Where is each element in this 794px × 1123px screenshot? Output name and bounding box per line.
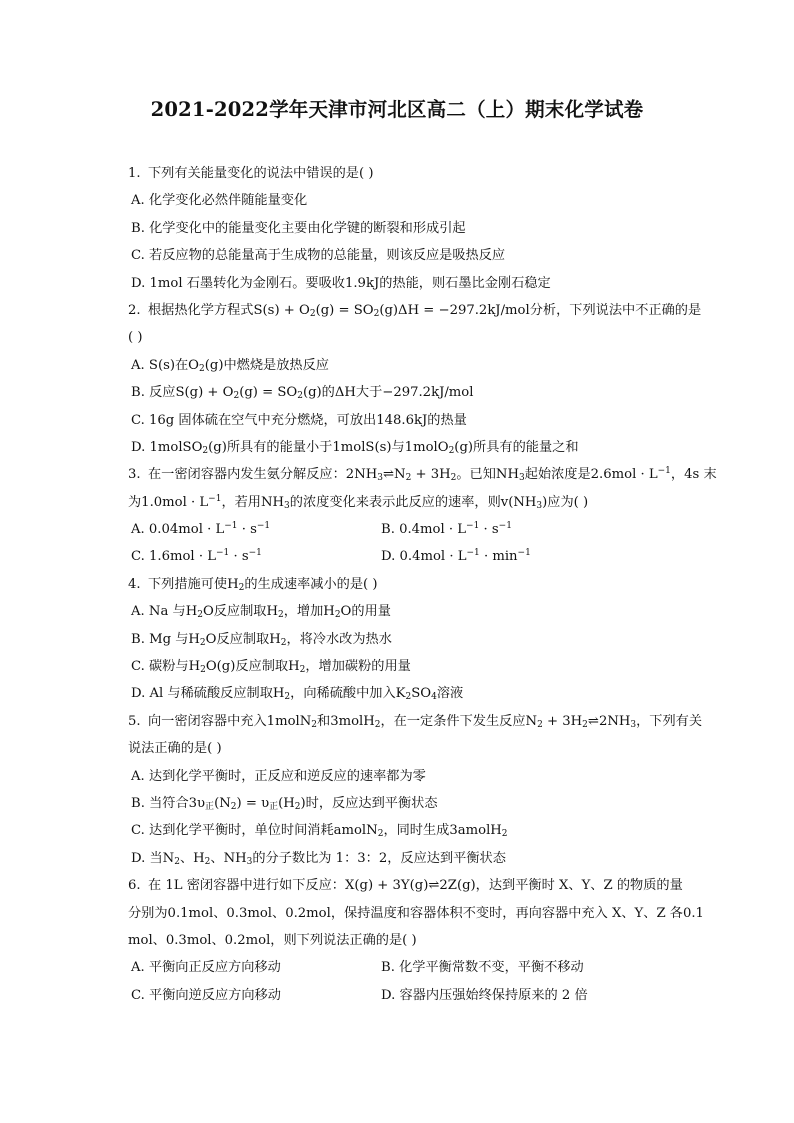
- subscript: 2: [200, 665, 206, 676]
- question-1-option-d: D. 1mol 石墨转化为金刚石。要吸收1.9kJ的热能，则石墨比金刚石稳定: [131, 275, 551, 291]
- option-text: D. 当N: [131, 850, 175, 866]
- superscript: −1: [466, 521, 480, 532]
- question-3-option-d: [381, 543, 531, 570]
- subscript: 3: [284, 500, 290, 511]
- question-4-stem: [128, 571, 676, 598]
- question-3-option-c: [131, 543, 381, 570]
- option-text: 的分子数比为 1：3：2，反应达到平衡状态: [252, 850, 506, 866]
- option-text: B. 0.4mol · L: [381, 522, 467, 538]
- superscript: −1: [215, 548, 230, 559]
- question-text: 的生成速率减小的是( ): [244, 576, 378, 592]
- question-4-option-a: [128, 598, 676, 625]
- question-1-option-b: B. 化学变化中的能量变化主要由化学键的断裂和形成引起: [131, 220, 466, 236]
- option-text: (g) = SO: [239, 385, 298, 401]
- question-6-options-row1: [128, 954, 676, 981]
- question-3-stem-line2: [128, 489, 676, 516]
- option-text: (g)所具有的能量小于1molS(s)与1molO: [208, 439, 449, 455]
- question-6-stem-line3: mol、0.3mol、0.2mol，则下列说法正确的是( ): [128, 932, 417, 948]
- question-text: ，在一定条件下发生反应N: [380, 713, 538, 729]
- question-text: 下列有关能量变化的说法中错误的是( ): [148, 166, 374, 181]
- subscript: 2: [582, 719, 588, 730]
- subscript: 2: [197, 610, 203, 621]
- question-number: 5.: [128, 713, 141, 729]
- question-5-option-c: [128, 817, 676, 844]
- option-text: · s: [479, 522, 499, 538]
- subscript: 2: [204, 856, 211, 867]
- question-3-option-a: [131, 516, 381, 543]
- question-text: 根据热化学方程式S(s) + O: [148, 302, 310, 318]
- question-6-options-row2: [128, 982, 676, 1009]
- question-1-stem: [128, 160, 676, 187]
- superscript: −1: [466, 548, 480, 559]
- subscript: 3: [518, 473, 525, 484]
- question-text: (g)ΔH = −297.2kJ/mol分析，下列说法中不正确的是: [379, 302, 702, 318]
- subscript: 4: [431, 692, 437, 703]
- option-text: (N: [214, 795, 231, 811]
- question-6-option-b: B. 化学平衡常数不变，平衡不移动: [381, 960, 584, 976]
- question-number: 4.: [128, 576, 141, 592]
- option-text: SO: [411, 686, 432, 702]
- question-text: (g) = SO: [315, 302, 374, 318]
- option-text: O反应制取H: [202, 604, 278, 620]
- subscript: 2: [294, 801, 301, 812]
- option-text: A. S(s)在O: [131, 357, 199, 373]
- subscript: 2: [233, 391, 240, 402]
- question-6-stem-line2: 分别为0.1mol、0.3mol、0.2mol，保持温度和容器体积不变时，再向容器中充入 X、Y、Z 各0.1: [128, 905, 704, 921]
- question-text: + 3H: [542, 713, 583, 729]
- question-text: )应为( ): [542, 494, 589, 510]
- option-text: C. 达到化学平衡时，单位时间消耗amolN: [131, 823, 378, 839]
- question-6-option-a: A. 平衡向正反应方向移动: [131, 960, 281, 976]
- subscript: 2: [334, 610, 341, 621]
- question-text: 在 1L 密闭容器中进行如下反应：X(g) + 3Y(g)⇌2Z(g)，达到平衡时 X、Y、Z 的物质的量: [148, 878, 683, 894]
- subscript: 2: [230, 801, 237, 812]
- subscript: 2: [377, 829, 384, 840]
- option-text: 、H: [179, 850, 205, 866]
- subscript: 2: [405, 692, 412, 703]
- option-text: · min: [479, 549, 518, 565]
- question-text: 向一密闭容器中充入1molN: [148, 713, 312, 729]
- subscript: 2: [238, 582, 245, 593]
- option-text: (g)中燃烧是放热反应: [204, 357, 329, 373]
- subscript: 2: [199, 363, 205, 374]
- subscript: 正: [269, 801, 279, 812]
- question-text: ⇌N: [382, 467, 406, 483]
- question-text: ，若用NH: [221, 494, 285, 510]
- question-6-stem: [128, 872, 683, 899]
- question-2-stem-line2: ( ): [128, 330, 143, 346]
- subscript: 2: [501, 829, 508, 840]
- option-text: D. 1molSO: [131, 439, 203, 455]
- question-2-option-a: [128, 352, 676, 379]
- question-text: 的浓度变化来表示此反应的速率，则v(NH: [289, 494, 537, 510]
- question-2-option-b: [128, 379, 676, 406]
- subscript: 2: [311, 719, 318, 730]
- option-text: (g)的ΔH大于−297.2kJ/mol: [302, 385, 474, 401]
- option-text: ，同时生成3amolH: [383, 823, 502, 839]
- option-text: C. 1.6mol · L: [131, 549, 216, 565]
- question-text: + 3H: [411, 467, 451, 483]
- option-text: ，增加H: [283, 604, 335, 620]
- option-text: B. Mg 与H: [131, 631, 200, 647]
- subscript: 2: [299, 665, 306, 676]
- option-text: D. 0.4mol · L: [381, 549, 467, 565]
- option-text: A. 0.04mol · L: [131, 522, 225, 538]
- subscript: 正: [205, 801, 215, 812]
- question-5-option-d: [128, 845, 676, 872]
- question-text: 为1.0mol · L: [128, 494, 209, 510]
- question-5-option-a: A. 达到化学平衡时，正反应和逆反应的速率都为零: [131, 768, 426, 784]
- question-4-option-d: [128, 680, 676, 707]
- subscript: 2: [373, 308, 380, 319]
- question-6-option-d: D. 容器内压强始终保持原来的 2 倍: [381, 987, 588, 1003]
- subscript: 2: [448, 445, 455, 456]
- question-2-stem: [128, 297, 702, 324]
- question-text: 起始浓度是2.6mol · L: [524, 467, 658, 483]
- subscript: 2: [202, 445, 209, 456]
- question-text: ⇌2NH: [587, 713, 631, 729]
- subscript: 3: [536, 500, 543, 511]
- subscript: 3: [377, 473, 383, 484]
- question-4-option-c: [128, 653, 676, 680]
- option-text: (g)所具有的能量之和: [454, 439, 579, 455]
- superscript: −1: [517, 548, 531, 559]
- subscript: 2: [278, 610, 284, 621]
- question-2-option-c: C. 16g 固体硫在空气中充分燃烧，可放出148.6kJ的热量: [131, 412, 467, 428]
- option-text: ，将冷水改为热水: [286, 631, 392, 647]
- page-title: 2021-2022学年天津市河北区高二（上）期末化学试卷: [150, 98, 644, 121]
- superscript: −1: [224, 521, 238, 532]
- option-text: )时，反应达到平衡状态: [300, 795, 438, 811]
- subscript: 2: [537, 719, 543, 730]
- subscript: 2: [199, 637, 206, 648]
- question-1-option-a: A. 化学变化必然伴随能量变化: [131, 193, 308, 209]
- option-text: O反应制取H: [205, 631, 281, 647]
- option-text: B. 当符合3υ: [131, 795, 206, 811]
- question-text: 。已知NH: [456, 467, 519, 483]
- question-number: 6.: [128, 878, 141, 894]
- question-5-stem: [128, 708, 703, 735]
- option-text: · s: [229, 549, 249, 565]
- superscript: −1: [248, 548, 262, 559]
- superscript: −1: [498, 521, 512, 532]
- subscript: 2: [280, 637, 287, 648]
- superscript: −1: [208, 493, 222, 504]
- subscript: 2: [174, 856, 180, 867]
- question-text: ，下列有关: [636, 713, 703, 729]
- subscript: 2: [405, 473, 412, 484]
- subscript: 2: [374, 719, 381, 730]
- question-1-option-c: C. 若反应物的总能量高于生成物的总能量，则该反应是吸热反应: [131, 248, 506, 264]
- option-text: O的用量: [340, 604, 391, 620]
- option-text: O(g)反应制取H: [205, 659, 300, 675]
- question-6-option-c: C. 平衡向逆反应方向移动: [131, 987, 281, 1003]
- superscript: −1: [657, 466, 671, 477]
- question-number: 2.: [128, 302, 141, 318]
- question-4-option-b: [128, 626, 676, 653]
- option-text: 、NH: [210, 850, 247, 866]
- subscript: 2: [450, 473, 457, 484]
- question-list: [128, 160, 717, 1009]
- option-text: B. 反应S(g) + O: [131, 385, 234, 401]
- option-text: 溶液: [436, 686, 464, 702]
- question-text: 在一密闭容器内发生氨分解反应：2NH: [148, 467, 378, 483]
- question-text: ，4s 末: [670, 467, 717, 483]
- question-3-option-b: [381, 516, 512, 543]
- subscript: 2: [284, 692, 291, 703]
- option-text: (H: [278, 795, 295, 811]
- option-text: ，向稀硫酸中加入K: [290, 686, 406, 702]
- question-5-stem-line2: 说法正确的是( ): [128, 741, 222, 757]
- option-text: C. 碳粉与H: [131, 659, 201, 675]
- question-3-options-row2: [128, 543, 676, 570]
- option-text: ，增加碳粉的用量: [305, 659, 411, 675]
- question-5-option-b: [128, 790, 676, 817]
- question-2-option-d: [128, 434, 676, 461]
- question-number: 3.: [128, 467, 141, 483]
- option-text: A. Na 与H: [131, 604, 198, 620]
- option-text: ) = υ: [236, 795, 270, 811]
- question-number: 1.: [128, 166, 141, 181]
- subscript: 2: [297, 391, 303, 402]
- option-text: D. Al 与稀硫酸反应制取H: [131, 686, 285, 702]
- superscript: −1: [256, 521, 271, 532]
- question-text: 和3molH: [317, 713, 375, 729]
- option-text: · s: [237, 522, 257, 538]
- question-3-stem: [128, 461, 717, 488]
- subscript: 3: [630, 719, 637, 730]
- subscript: 3: [246, 856, 253, 867]
- question-text: 下列措施可使H: [148, 576, 239, 592]
- question-3-options-row1: [128, 516, 676, 543]
- subscript: 2: [309, 308, 316, 319]
